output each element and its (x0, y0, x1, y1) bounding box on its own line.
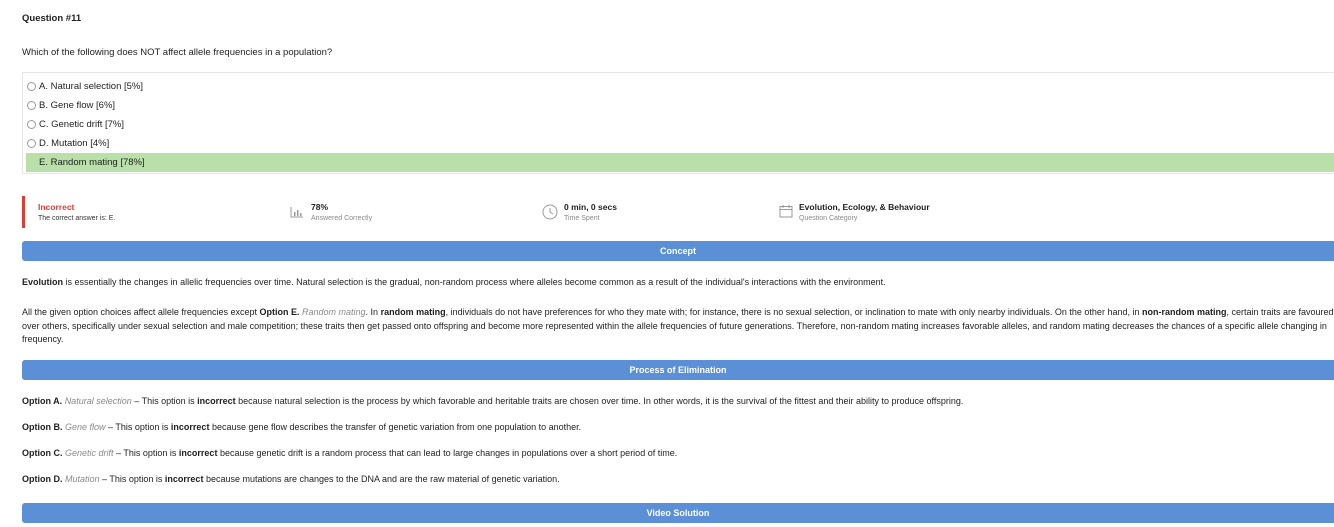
bold-text: random mating (380, 307, 446, 317)
bold-text: Option E. (259, 307, 300, 317)
question-category-label: Question Category (799, 215, 858, 222)
option-label: C. Genetic drift [7%] (39, 119, 125, 130)
text: because gene flow describes the transfer of genetic variation from one population to another. (209, 422, 582, 432)
text: – This option is (105, 422, 171, 432)
bold-text: incorrect (164, 474, 204, 484)
concept-header: Concept (22, 241, 1334, 261)
option-label: D. Mutation [4%] (39, 138, 110, 149)
elimination-option-c (22, 447, 1334, 461)
elimination-option-a (22, 395, 1334, 409)
percent-correct: 78% (311, 202, 329, 212)
bold-text: non-random mating (1141, 307, 1227, 317)
elimination-option-d (22, 473, 1334, 487)
option-ref: Option C. (22, 448, 63, 458)
answer-options (22, 72, 1334, 174)
time-spent: 0 min, 0 secs (564, 202, 617, 212)
text: because natural selection is the process by which favorable and heritable traits are chosen over time. In other words, it is the survival of the fittest and their ability to produce offspring. (235, 396, 964, 406)
calendar-icon (779, 204, 793, 220)
text: , individuals do not have preferences for who they mate with; for instance, there is no sexual selection, or inclination to mate with only nearby individuals. On the other hand, in (445, 307, 1142, 317)
question-text: Which of the following does NOT affect allele frequencies in a population? (22, 47, 333, 58)
text: – This option is (99, 474, 165, 484)
elimination-option-b (22, 421, 1334, 435)
incorrect-indicator (22, 196, 25, 228)
bar-chart-icon (290, 206, 304, 220)
option-d[interactable] (27, 134, 109, 153)
option-label: A. Natural selection [5%] (39, 81, 144, 92)
clock-icon (542, 204, 558, 222)
percent-correct-label: Answered Correctly (311, 215, 373, 222)
radio-icon[interactable] (27, 82, 36, 91)
option-ref: Option D. (22, 474, 63, 484)
bold-text: incorrect (178, 448, 218, 458)
text: because genetic drift is a random process that can lead to large changes in populations over a short period of time. (217, 448, 678, 458)
option-label: B. Gene flow [6%] (39, 100, 116, 111)
option-name: Gene flow (65, 422, 106, 432)
bold-text: Evolution (22, 277, 63, 287)
correct-answer-text: The correct answer is: E. (38, 215, 116, 222)
radio-icon[interactable] (27, 139, 36, 148)
text: All the given option choices affect allele frequencies except (22, 307, 260, 317)
result-status: Incorrect (38, 202, 75, 212)
option-name: Genetic drift (65, 448, 114, 458)
question-category: Evolution, Ecology, & Behaviour (799, 202, 930, 212)
concept-paragraph-1 (22, 276, 1334, 290)
elimination-header: Process of Elimination (22, 360, 1334, 380)
result-stats (22, 196, 1334, 230)
option-a[interactable] (27, 77, 143, 96)
italic-text: Random mating (302, 307, 366, 317)
option-e-correct[interactable]: E. Random mating [78%] (26, 153, 1334, 172)
option-b[interactable] (27, 96, 115, 115)
text: because mutations are changes to the DNA and are the raw material of genetic variation. (203, 474, 560, 484)
option-c[interactable] (27, 115, 124, 134)
time-spent-label: Time Spent (564, 215, 600, 222)
option-ref: Option A. (22, 396, 63, 406)
bold-text: incorrect (197, 396, 236, 406)
radio-icon[interactable] (27, 101, 36, 110)
option-name: Mutation (65, 474, 100, 484)
text: – This option is (131, 396, 198, 406)
video-solution-header[interactable]: Video Solution (22, 503, 1334, 523)
option-name: Natural selection (64, 396, 132, 406)
text: – This option is (113, 448, 179, 458)
text: . In (365, 307, 381, 317)
bold-text: incorrect (170, 422, 210, 432)
text: is essentially the changes in allelic frequencies over time. Natural selection is the gradual, non-random process where alleles become common as a result of the individual's interactions with the environment. (63, 277, 886, 287)
radio-icon[interactable] (27, 120, 36, 129)
text: , certain traits are favoured over others, specifically under sexual selection and male competition; these traits then get passed onto offspring and become more represented within the allele frequencies of future generations. Therefore, non-random mating increases favorable alleles, and random mating decreases the chances of a specific allele changing in frequency. (22, 307, 1334, 344)
option-ref: Option B. (22, 422, 63, 432)
concept-paragraph-2 (22, 306, 1334, 347)
question-number: Question #11 (22, 13, 82, 24)
